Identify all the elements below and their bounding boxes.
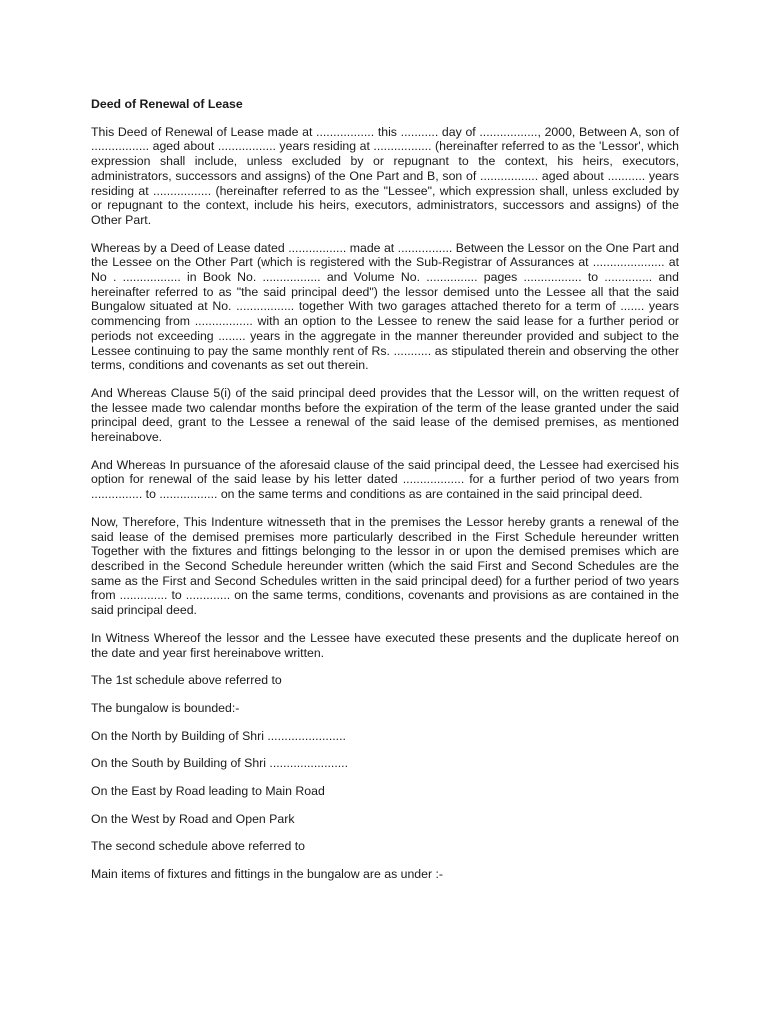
paragraph-whereas-lease: Whereas by a Deed of Lease dated ................. made at ................ Between the Lessor on the One Part and the Lessee on the Other Part (which is registered with the Sub-Registrar of Assurances at ..................... at No . ................. in Book No. ................. and Volume No. ............... pages ................. to .............. and hereinafter referred to as "the said principal deed") the lessor demised unto the Lessee all that the said Bungalow situated at No. ................. together With two garages attached thereto for a term of ....... years commencing from ................. with an option to the Lessee to renew the said lease for a further period or periods not exceeding ........ years in the aggregate in the manner thereunder provided and subject to the Lessee continuing to pay the same monthly rent of Rs. ........... as stipulated therein and observing the other terms, conditions and covenants as set out therein. <box>91 240 679 373</box>
paragraph-now-therefore: Now, Therefore, This Indenture witnesseth that in the premises the Lessor hereby grants a renewal of the said lease of the demised premises more particularly described in the First Schedule hereunder written Together with the fixtures and fittings belonging to the lessor in or upon the demised premises which are described in the Second Schedule hereunder written (which the said First and Second Schedules are the same as the First and Second Schedules written in the said principal deed) for a further period of two years from .............. to ............. on the same terms, conditions, covenants and provisions as are contained in the said principal deed. <box>91 514 679 618</box>
first-schedule-heading: The 1st schedule above referred to <box>91 673 282 688</box>
north-boundary-line: On the North by Building of Shri ....................... <box>91 728 346 743</box>
east-boundary-line: On the East by Road leading to Main Road <box>91 784 325 799</box>
paragraph-parties: This Deed of Renewal of Lease made at ................. this ........... day of ................., 2000, Between A, son of ................. aged about ................. years residing at ................. (hereinafter referred to as the 'Lessor', which expression shall include, unless excluded by or repugnant to the context, his heirs, executors, administrators, successors and assigns) of the One Part and B, son of ................. aged about ........... years residing at ................. (hereinafter referred to as the "Lessee", which expression shall, unless excluded by or repugnant to the context, include his heirs, executors, administrators, successors and assigns) of the Other Part. <box>91 124 679 227</box>
bungalow-bounded-line: The bungalow is bounded:- <box>91 700 240 715</box>
south-boundary-line: On the South by Building of Shri ....................... <box>91 756 348 771</box>
fixtures-items-line: Main items of fixtures and fittings in the bungalow are as under :- <box>91 867 444 882</box>
document-body <box>91 97 679 895</box>
second-schedule-heading: The second schedule above referred to <box>91 839 305 854</box>
west-boundary-line: On the West by Road and Open Park <box>91 811 295 826</box>
paragraph-in-witness: In Witness Whereof the lessor and the Lessee have executed these presents and the duplicate hereof on the date and year first hereinabove written. <box>91 630 679 660</box>
paragraph-whereas-clause: And Whereas Clause 5(i) of the said principal deed provides that the Lessor will, on the written request of the lessee made two calendar months before the expiration of the term of the lease granted under the said principal deed, grant to the Lessee a renewal of the said lease of the demised premises, as mentioned hereinabove. <box>91 385 679 445</box>
document-title: Deed of Renewal of Lease <box>91 97 243 111</box>
paragraph-whereas-option: And Whereas In pursuance of the aforesaid clause of the said principal deed, the Lessee had exercised his option for renewal of the said lease by his letter dated .................. for a further period of two years from ............... to ................. on the same terms and conditions as are contained in the said principal deed. <box>91 457 679 502</box>
